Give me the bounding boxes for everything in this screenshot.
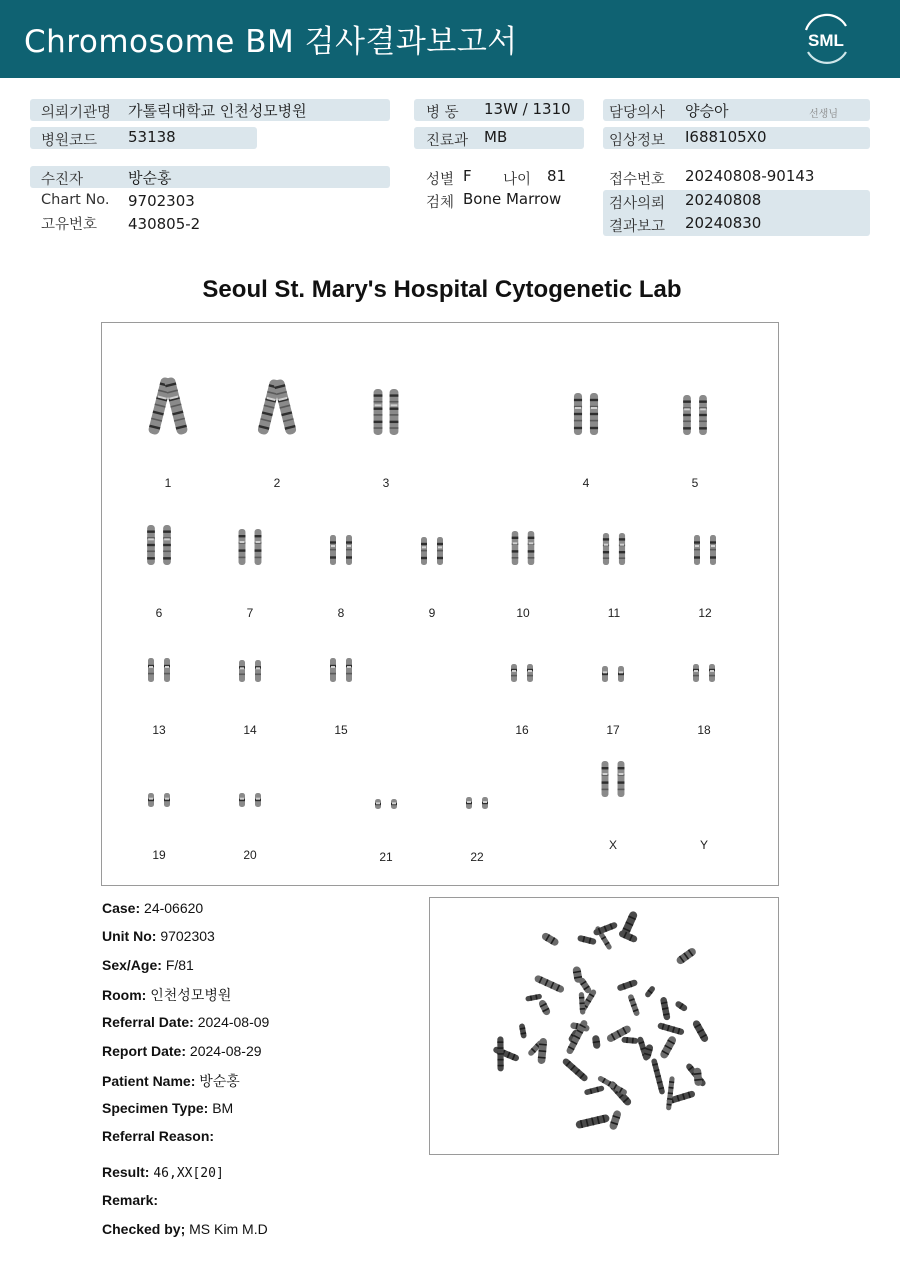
- chromosome-17-a: [602, 666, 608, 682]
- case-line: Case: 24-06620: [102, 900, 204, 916]
- metaphase-chromosome: [674, 1000, 688, 1012]
- chromosome-label: 16: [515, 723, 529, 737]
- metaphase-chromosome: [692, 1019, 710, 1043]
- age-label: 나이: [503, 172, 532, 188]
- chromosome-label: 13: [152, 723, 166, 737]
- chromosome-label: 15: [334, 723, 348, 737]
- chromosome-7-a: [239, 529, 246, 565]
- result-report-label: 결과보고: [609, 219, 666, 235]
- lab-title: Seoul St. Mary's Hospital Cytogenetic Lab: [202, 276, 682, 303]
- metaphase-chromosome: [609, 1109, 622, 1130]
- metaphase-chromosome: [693, 1067, 702, 1086]
- report-date-value: 2024-08-29: [189, 1043, 262, 1059]
- chromosome-22-a: [466, 797, 472, 809]
- chromosome-11-b: [619, 533, 625, 565]
- metaphase-chromosome: [597, 1075, 628, 1096]
- metaphase-chromosome: [666, 1076, 675, 1110]
- metaphase-chromosome: [538, 999, 552, 1017]
- karyogram-image: [101, 322, 779, 886]
- metaphase-chromosome: [579, 992, 586, 1015]
- patient-name-value: 방순홍: [199, 1073, 240, 1089]
- room-value: 인천성모병원: [150, 987, 232, 1003]
- chromosome-label: 3: [382, 476, 390, 490]
- chromosome-8-b: [346, 535, 352, 565]
- metaphase-chromosome: [651, 1058, 666, 1095]
- chart-no-label: Chart No.: [41, 192, 110, 208]
- metaphase-chromosome: [575, 1114, 610, 1130]
- chromosome-label: 6: [155, 606, 163, 620]
- institution-label: 의뢰기관명: [41, 105, 112, 121]
- patient-name-line: Patient Name: 방순홍: [102, 1073, 240, 1089]
- metaphase-chromosome: [584, 1085, 605, 1095]
- chromosome-label: 19: [152, 848, 166, 862]
- result-line: Result: 46,XX[20]: [102, 1164, 224, 1181]
- metaphase-chromosome: [657, 1022, 685, 1036]
- chromosome-13-b: [164, 658, 170, 682]
- chromosome-label: 8: [337, 606, 345, 620]
- chromosome-6-a: [147, 525, 155, 565]
- metaphase-chromosome: [533, 974, 565, 994]
- unit-value: 9702303: [160, 928, 215, 944]
- metaphase-chromosome: [492, 1046, 520, 1062]
- chromosome-label: 2: [273, 476, 281, 490]
- chromosome-label: 4: [582, 476, 590, 490]
- svg-text:SML: SML: [808, 31, 844, 50]
- chromosome-3-b: [390, 389, 399, 435]
- doctor-suffix: 선생님: [809, 109, 838, 120]
- age-value: 81: [547, 167, 567, 185]
- clinical-info-value: I688105X0: [685, 128, 767, 146]
- chromosome-6-b: [163, 525, 171, 565]
- chromosome-label: 18: [697, 723, 711, 737]
- chromosome-9-a: [421, 537, 427, 565]
- chromosome-label: 11: [607, 606, 621, 620]
- chromosome-7-b: [255, 529, 262, 565]
- metaphase-chromosome: [616, 979, 638, 992]
- ward-label: 병 동: [426, 105, 459, 121]
- chromosome-label: 12: [698, 606, 712, 620]
- chromosome-21-b: [391, 799, 397, 809]
- chromosome-18-b: [709, 664, 715, 682]
- chromosome-12-a: [694, 535, 700, 565]
- chromosome-label: 14: [243, 723, 257, 737]
- chromosome-10-a: [512, 531, 519, 565]
- chromosome-15-b: [346, 658, 352, 682]
- chromosome-label: 1: [164, 476, 172, 490]
- metaphase-chromosome: [644, 985, 656, 998]
- chromosome-16-a: [511, 664, 517, 682]
- chromosome-14-a: [239, 660, 245, 682]
- metaphase-chromosome: [659, 1035, 678, 1060]
- karyogram-chromosomes: [102, 323, 780, 887]
- specimen-label: 검체: [426, 195, 455, 211]
- chromosome-label: 7: [246, 606, 254, 620]
- chromosome-20-a: [239, 793, 245, 807]
- chromosome-label: 17: [606, 723, 620, 737]
- ward-value: 13W / 1310: [484, 100, 571, 118]
- doctor-value: 양승아: [685, 102, 729, 120]
- sml-logo: [798, 12, 854, 66]
- test-request-label: 검사의뢰: [609, 196, 666, 212]
- unique-no-label: 고유번호: [41, 217, 98, 233]
- result-value: 46,XX[20]: [153, 1166, 224, 1181]
- result-report-value: 20240830: [685, 214, 762, 232]
- receipt-no-value: 20240808-90143: [685, 167, 815, 185]
- chart-no-value: 9702303: [128, 192, 195, 210]
- metaphase-chromosome: [561, 1057, 589, 1082]
- metaphase-chromosome: [592, 1035, 601, 1049]
- chromosome-18-a: [693, 664, 699, 682]
- metaphase-chromosome: [497, 1036, 503, 1071]
- checked-value: MS Kim M.D: [189, 1221, 268, 1237]
- doctor-label: 담당의사: [609, 105, 666, 121]
- metaphase-chromosome: [541, 931, 560, 947]
- metaphase-chromosome: [675, 947, 697, 966]
- sex-value: F: [463, 167, 472, 185]
- chromosome-1-b: [164, 377, 189, 436]
- department-value: MB: [484, 128, 508, 146]
- chromosome-13-a: [148, 658, 154, 682]
- receipt-no-label: 접수번호: [609, 172, 666, 188]
- chromosome-label: Y: [699, 838, 709, 852]
- clinical-info-label: 임상정보: [609, 133, 666, 149]
- chromosome-label: 21: [379, 850, 393, 864]
- chromosome-19-a: [148, 793, 154, 807]
- chromosome-label: X: [608, 838, 618, 852]
- chromosome-label: 10: [516, 606, 530, 620]
- referral-date-line: Referral Date: 2024-08-09: [102, 1014, 270, 1030]
- report-header: [0, 0, 900, 78]
- chromosome-5-b: [699, 395, 707, 435]
- metaphase-image: [429, 897, 779, 1155]
- chromosome-9-b: [437, 537, 443, 565]
- test-request-value: 20240808: [685, 191, 762, 209]
- case-value: 24-06620: [144, 900, 204, 916]
- unit-line: Unit No: 9702303: [102, 928, 215, 944]
- chromosome-15-a: [330, 658, 336, 682]
- chromosome-20-b: [255, 793, 261, 807]
- chromosome-17-b: [618, 666, 624, 682]
- metaphase-chromosome: [525, 993, 542, 1001]
- chromosome-22-b: [482, 797, 488, 809]
- specimen-value: Bone Marrow: [463, 190, 562, 208]
- sex-label: 성별: [426, 172, 455, 188]
- metaphase-chromosomes: [430, 898, 778, 1154]
- metaphase-chromosome: [627, 994, 640, 1017]
- chromosome-3-a: [374, 389, 383, 435]
- hospital-code-label: 병원코드: [41, 133, 98, 149]
- chromosome-2-b: [273, 379, 297, 436]
- sexage-value: F/81: [165, 957, 194, 973]
- chromosome-16-b: [527, 664, 533, 682]
- chromosome-5-a: [683, 395, 691, 435]
- examinee-value: 방순홍: [128, 169, 172, 187]
- chromosome-21-a: [375, 799, 381, 809]
- chromosome-19-b: [164, 793, 170, 807]
- chromosome-4-b: [590, 393, 598, 435]
- chromosome-label: 20: [243, 848, 257, 862]
- metaphase-chromosome: [660, 996, 671, 1020]
- chromosome-10-b: [528, 531, 535, 565]
- chromosome-label: 22: [470, 850, 484, 864]
- institution-value: 가톨릭대학교 인천성모병원: [128, 102, 307, 120]
- chromosome-4-a: [574, 393, 582, 435]
- specimen-type-value: BM: [212, 1100, 234, 1116]
- checked-line: Checked by; MS Kim M.D: [102, 1221, 268, 1237]
- chromosome-X-a: [602, 761, 609, 797]
- sexage-line: Sex/Age: F/81: [102, 957, 194, 973]
- chromosome-8-a: [330, 535, 336, 565]
- remark-line: Remark:: [102, 1192, 159, 1208]
- chromosome-X-b: [618, 761, 625, 797]
- chromosome-label: 9: [428, 606, 436, 620]
- chromosome-12-b: [710, 535, 716, 565]
- chromosome-14-b: [255, 660, 261, 682]
- room-line: Room: 인천성모병원: [102, 987, 232, 1003]
- referral-date-value: 2024-08-09: [197, 1014, 270, 1030]
- unique-no-value: 430805-2: [128, 215, 201, 233]
- chromosome-label: 5: [691, 476, 699, 490]
- metaphase-chromosome: [519, 1023, 527, 1039]
- referral-reason-line: Referral Reason:: [102, 1128, 215, 1144]
- chromosome-11-a: [603, 533, 609, 565]
- report-title: Chromosome BM 검사결과보고서: [24, 24, 518, 60]
- report-date-line: Report Date: 2024-08-29: [102, 1043, 262, 1059]
- examinee-label: 수진자: [41, 172, 84, 188]
- metaphase-chromosome: [577, 935, 597, 945]
- examinee-bar: [30, 166, 390, 188]
- department-label: 진료과: [426, 133, 469, 149]
- hospital-code-value: 53138: [128, 128, 176, 146]
- metaphase-chromosome: [578, 977, 593, 995]
- specimen-type-line: Specimen Type: BM: [102, 1100, 234, 1116]
- metaphase-chromosome: [621, 1037, 638, 1044]
